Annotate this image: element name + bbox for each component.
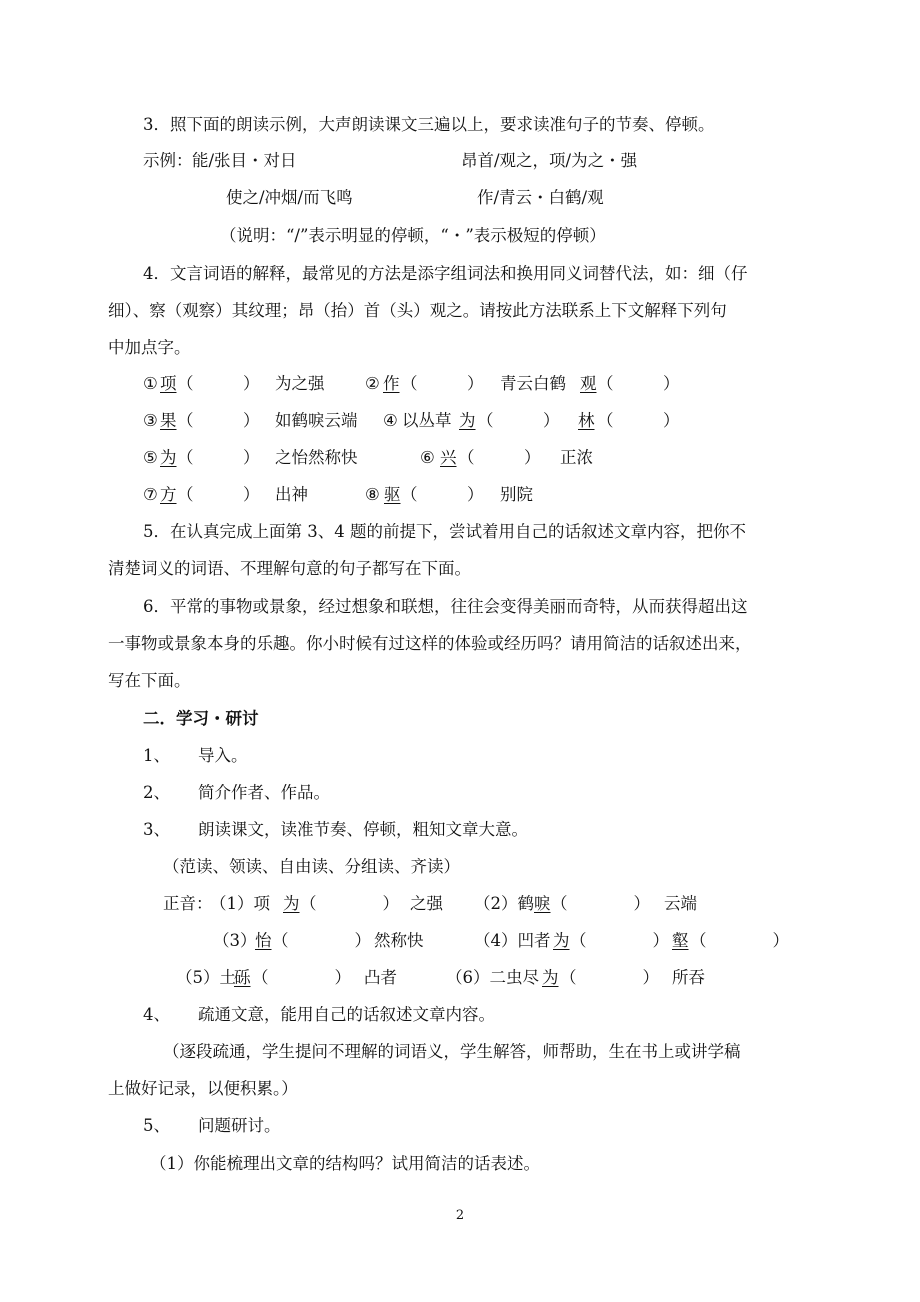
zy-1-rest: 之强 bbox=[410, 894, 443, 913]
s2-item-3-num: 3、 bbox=[143, 820, 170, 839]
q4-item-3-num: ③ bbox=[143, 411, 158, 430]
zy-2-rest: 云端 bbox=[664, 894, 697, 913]
q4-item-7-blank[interactable]: （ ） bbox=[177, 485, 260, 504]
zy-2-blank[interactable]: （ ） bbox=[551, 894, 650, 913]
zhengyin-label: 正音： bbox=[163, 894, 213, 913]
q3-example-1: 能/张目・对日 bbox=[192, 151, 297, 170]
q4-item-2-num: ② bbox=[365, 374, 380, 393]
q4-item-2b-blank[interactable]: （ ） bbox=[597, 374, 680, 393]
zy-4-word: 为 bbox=[553, 931, 570, 950]
zy-5-blank[interactable]: （ ） bbox=[252, 968, 351, 987]
q4-item-5-num: ⑤ bbox=[143, 448, 158, 467]
q6-line-1: 6．平常的事物或景象，经过想象和联想，往往会变得美丽而奇特，从而获得超出这 bbox=[143, 597, 748, 616]
zy-6-rest: 所吞 bbox=[672, 968, 705, 987]
q3-instruction: 3．照下面的朗读示例，大声朗读课文三遍以上，要求读准句子的节奏、停顿。 bbox=[143, 115, 715, 134]
q4-item-2b-word: 观 bbox=[580, 374, 597, 393]
q4-item-6-word: 兴 bbox=[440, 448, 457, 467]
q4-item-1-blank[interactable]: （ ） bbox=[177, 374, 260, 393]
q4-item-3-blank[interactable]: （ ） bbox=[177, 411, 260, 430]
s2-item-5-question-1: （1）你能梳理出文章的结构吗？试用简洁的话表述。 bbox=[150, 1154, 540, 1173]
q3-note: （说明：“/”表示明显的停顿，“・”表示极短的停顿） bbox=[220, 226, 606, 245]
s2-item-4-note-1: （逐段疏通，学生提问不理解的词语义，学生解答，师帮助，生在书上或讲学稿 bbox=[163, 1042, 741, 1061]
zy-5-pre: （5）土 bbox=[176, 968, 236, 987]
q4-line-2: 细）、察（观察）其纹理；昂（抬）首（头）观之。请按此方法联系上下文解释下列句 bbox=[108, 301, 727, 320]
s2-item-3-note: （范读、领读、自由读、分组读、齐读） bbox=[163, 857, 460, 876]
s2-item-4-note-2: 上做好记录，以便积累。） bbox=[108, 1079, 298, 1098]
zy-4-pre: （4）凹者 bbox=[474, 931, 551, 950]
zy-6-word: 为 bbox=[542, 968, 559, 987]
q4-item-6-num: ⑥ bbox=[420, 448, 435, 467]
q3-example-3: 使之/冲烟/而飞鸣 bbox=[226, 188, 353, 207]
q3-example-label: 示例： bbox=[143, 151, 193, 170]
q4-item-8-rest: 别院 bbox=[500, 485, 533, 504]
zy-4b-blank[interactable]: （ ） bbox=[690, 931, 789, 950]
zy-3-pre: （3） bbox=[213, 931, 257, 950]
zy-2-word: 唳 bbox=[534, 894, 551, 913]
q3-example-2: 昂首/观之，项/为之・强 bbox=[461, 151, 638, 170]
q5-line-2: 清楚词义的词语、不理解句意的句子都写在下面。 bbox=[108, 559, 471, 578]
s2-item-2-num: 2、 bbox=[143, 783, 170, 802]
q4-item-2-word: 作 bbox=[383, 374, 400, 393]
zy-4-blank[interactable]: （ ） bbox=[570, 931, 669, 950]
q4-item-8-word: 驱 bbox=[384, 485, 401, 504]
q4-line-3: 中加点字。 bbox=[108, 338, 191, 357]
zy-3-blank[interactable]: （ ） bbox=[272, 931, 371, 950]
zy-3-word: 怡 bbox=[255, 931, 272, 950]
zy-3-rest: 然称快 bbox=[374, 931, 424, 950]
page-number: 2 bbox=[455, 1208, 465, 1223]
q5-line-1: 5．在认真完成上面第 3、4 题的前提下，尝试着用自己的话叙述文章内容，把你不 bbox=[143, 522, 746, 541]
s2-item-5-num: 5、 bbox=[143, 1116, 170, 1135]
q4-item-4-word: 为 bbox=[459, 411, 476, 430]
q4-item-8-num: ⑧ bbox=[365, 485, 380, 504]
q4-item-7-word: 方 bbox=[160, 485, 177, 504]
zy-5-word: 砾 bbox=[234, 968, 251, 987]
q6-line-2: 一事物或景象本身的乐趣。你小时候有过这样的体验或经历吗？请用简洁的话叙述出来， bbox=[108, 634, 752, 653]
zy-1-word: 为 bbox=[283, 894, 300, 913]
q4-item-1-num: ① bbox=[143, 374, 158, 393]
q4-item-5-rest: 之怡然称快 bbox=[275, 448, 358, 467]
zy-4b-word: 壑 bbox=[672, 931, 689, 950]
q4-line-1: 4．文言词语的解释，最常见的方法是添字组词法和换用同义词替代法，如：细（仔 bbox=[143, 264, 748, 283]
s2-item-4-text: 疏通文意，能用自己的话叙述文章内容。 bbox=[198, 1005, 495, 1024]
zy-1-blank[interactable]: （ ） bbox=[300, 894, 399, 913]
s2-item-3-text: 朗读课文，读准节奏、停顿，粗知文章大意。 bbox=[198, 820, 528, 839]
q4-item-1-word: 项 bbox=[160, 374, 177, 393]
q4-item-4-pre: 以丛草 bbox=[402, 411, 452, 430]
q4-item-5-word: 为 bbox=[160, 448, 177, 467]
q4-item-7-num: ⑦ bbox=[143, 485, 158, 504]
zy-2-pre: （2）鹤 bbox=[474, 894, 534, 913]
q4-item-6-blank[interactable]: （ ） bbox=[458, 448, 541, 467]
q4-item-2-rest: 青云白鹤 bbox=[500, 374, 566, 393]
q4-item-8-blank[interactable]: （ ） bbox=[401, 485, 484, 504]
s2-item-1-text: 导入。 bbox=[198, 746, 248, 765]
s2-item-2-text: 简介作者、作品。 bbox=[198, 783, 330, 802]
q4-item-7-rest: 出神 bbox=[275, 485, 308, 504]
q4-item-3-rest: 如鹤唳云端 bbox=[275, 411, 358, 430]
zy-6-blank[interactable]: （ ） bbox=[560, 968, 659, 987]
q6-line-3: 写在下面。 bbox=[108, 671, 191, 690]
s2-item-5-text: 问题研讨。 bbox=[198, 1116, 281, 1135]
q4-item-4b-blank[interactable]: （ ） bbox=[597, 411, 680, 430]
q4-item-3-word: 果 bbox=[160, 411, 177, 430]
zy-5-rest: 凸者 bbox=[364, 968, 397, 987]
q4-item-2-blank[interactable]: （ ） bbox=[401, 374, 484, 393]
q4-item-6-rest: 正浓 bbox=[560, 448, 593, 467]
q4-item-4-num: ④ bbox=[383, 411, 398, 430]
q4-item-4-blank[interactable]: （ ） bbox=[477, 411, 560, 430]
s2-item-1-num: 1、 bbox=[143, 746, 170, 765]
zy-6-pre: （6）二虫尽 bbox=[446, 968, 539, 987]
q4-item-5-blank[interactable]: （ ） bbox=[177, 448, 260, 467]
zy-1-pre: （1）项 bbox=[210, 894, 270, 913]
q4-item-4b-word: 林 bbox=[578, 411, 595, 430]
q4-item-1-rest: 为之强 bbox=[275, 374, 325, 393]
q3-example-4: 作/青云・白鹤/观 bbox=[477, 188, 604, 207]
s2-item-4-num: 4、 bbox=[143, 1005, 170, 1024]
section-2-heading: 二．学习・研讨 bbox=[143, 709, 259, 728]
